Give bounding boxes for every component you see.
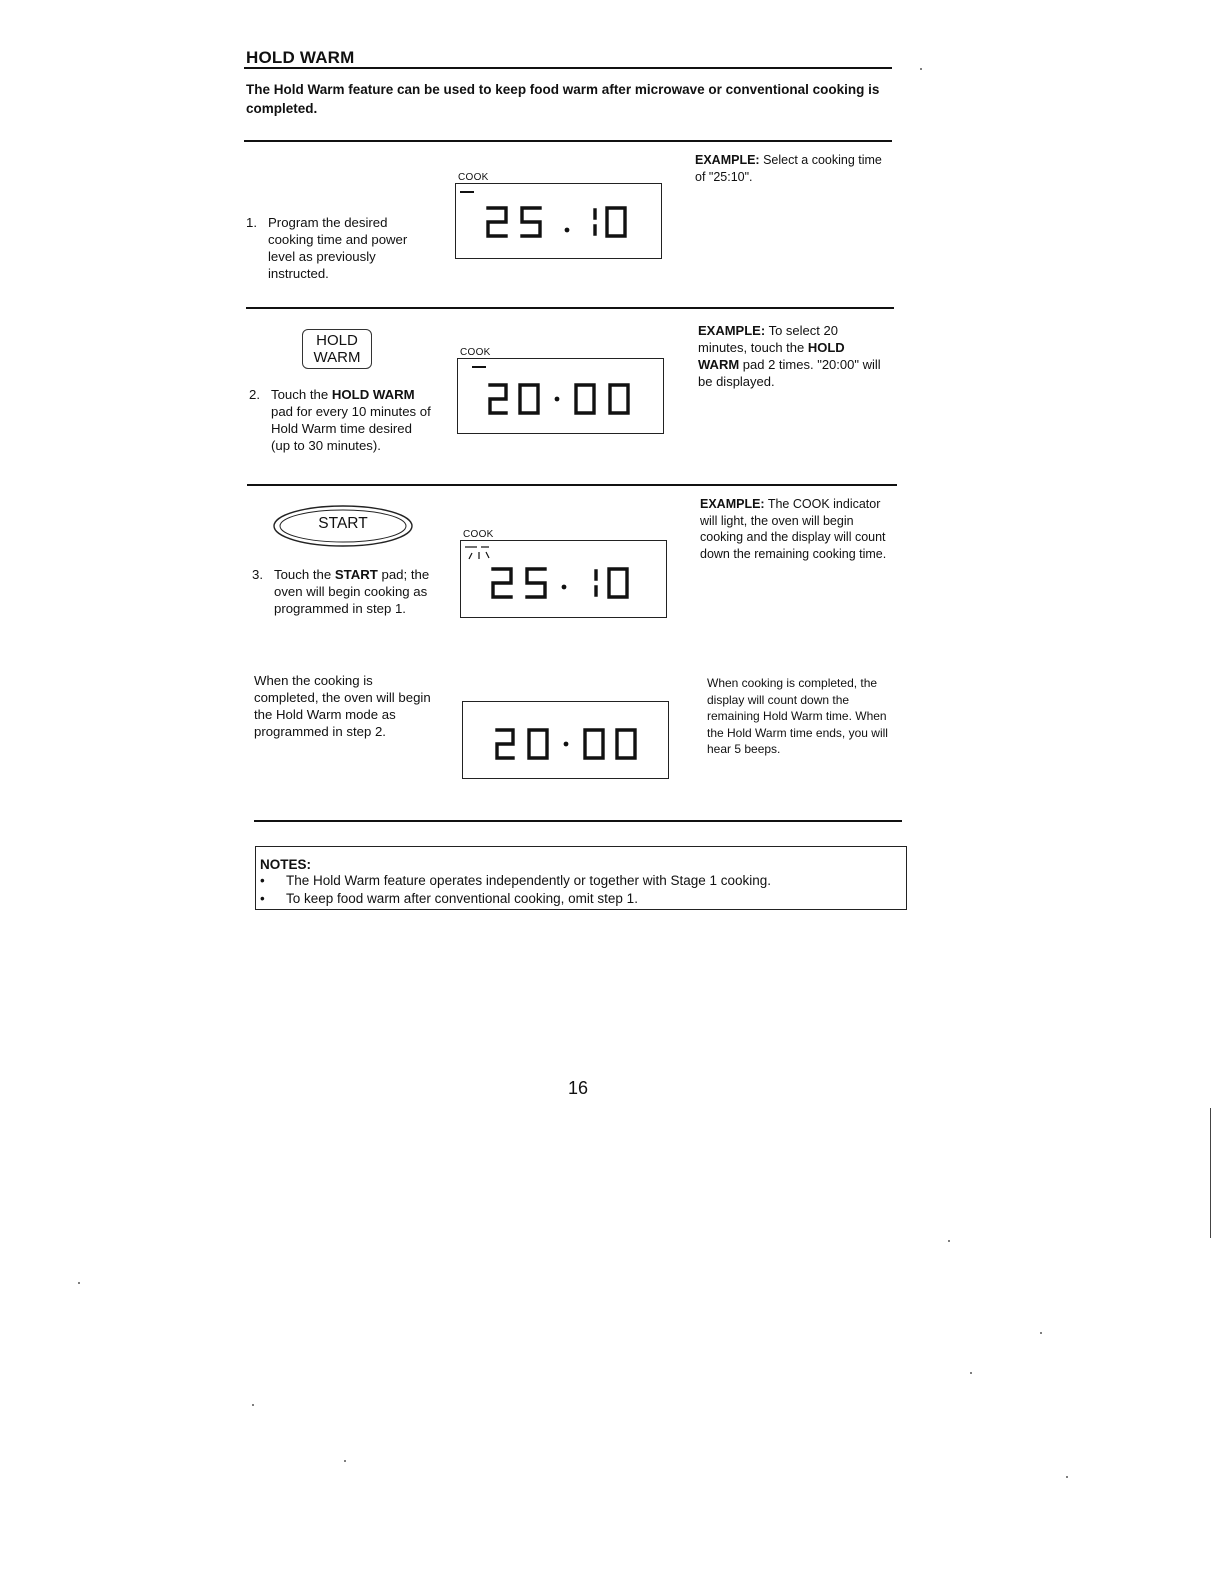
notes-item xyxy=(260,873,771,888)
example-text-bold: HOLD WARM xyxy=(698,340,845,372)
scan-speck xyxy=(970,1372,972,1374)
bullet: • xyxy=(260,873,265,888)
step-3-example xyxy=(700,496,900,562)
step-3-instruction xyxy=(252,566,434,617)
page-heading: HOLD WARM xyxy=(246,48,355,67)
scan-speck xyxy=(1040,1332,1042,1334)
lcd-digits xyxy=(458,359,663,433)
completion-instruction: When the cooking is completed, the oven will begin the Hold Warm mode as programmed in step 2. xyxy=(254,673,431,739)
notes-item-text: The Hold Warm feature operates independently or together with Stage 1 cooking. xyxy=(286,873,772,888)
scan-speck xyxy=(344,1460,346,1462)
notes-item xyxy=(260,891,638,906)
pad-label-line-1: HOLD xyxy=(316,332,358,349)
lcd-digits xyxy=(463,702,668,778)
notes-item-text: To keep food warm after conventional cooking, omit step 1. xyxy=(286,891,638,906)
bullet: • xyxy=(260,891,265,906)
step-number: 1. xyxy=(246,215,257,230)
cook-indicator-label: COOK xyxy=(458,172,489,183)
step-1-instruction xyxy=(246,214,428,282)
pad-label-line-2: WARM xyxy=(313,349,361,366)
example-label: EXAMPLE: xyxy=(700,497,765,511)
step-number: 3. xyxy=(252,567,263,582)
scan-edge-line xyxy=(1210,1108,1211,1238)
display-panel xyxy=(457,358,664,434)
divider xyxy=(254,820,902,822)
example-text: Select a cooking time of "25:10". xyxy=(695,153,882,184)
notes-box xyxy=(255,846,907,910)
step-text-post: pad; the oven will begin cooking as programmed in step 1. xyxy=(274,567,430,616)
start-pad-label: START xyxy=(318,515,368,532)
step-text-pre: Touch the xyxy=(271,387,332,402)
scan-speck xyxy=(948,1240,950,1242)
step-2-example xyxy=(698,322,888,390)
scan-speck xyxy=(1066,1476,1068,1478)
page-number: 16 xyxy=(568,1078,589,1098)
step-text: Program the desired cooking time and power level as previously instructed. xyxy=(268,215,408,281)
example-label: EXAMPLE: xyxy=(695,153,760,167)
step-text-bold: HOLD WARM xyxy=(331,387,415,402)
divider xyxy=(246,307,894,309)
lit-indicator-rays xyxy=(465,547,489,559)
scan-speck xyxy=(920,68,922,70)
step-text xyxy=(274,566,434,617)
hold-warm-pad xyxy=(302,329,372,369)
cook-indicator-label: COOK xyxy=(463,529,494,540)
notes-title: NOTES: xyxy=(260,857,312,872)
step-text xyxy=(271,386,433,454)
step-1-example xyxy=(695,152,895,185)
divider xyxy=(244,140,892,142)
step-text-pre: Touch the xyxy=(274,567,335,582)
display-panel xyxy=(462,701,669,779)
example-text: The COOK indicator will light, the oven will begin cooking and the display will count down the remaining cooking time. xyxy=(700,497,887,561)
heading-rule xyxy=(244,67,892,69)
step-text-bold: START xyxy=(334,567,378,582)
start-pad xyxy=(272,503,414,549)
lcd-digits xyxy=(456,184,661,258)
example-label: EXAMPLE: xyxy=(698,323,766,338)
cook-indicator-label: COOK xyxy=(460,347,491,358)
completion-example: When cooking is completed, the display will count down the remaining Hold Warm time. When the Hold Warm time ends, you will hear 5 beeps. xyxy=(707,676,888,756)
example-text-pre: To select 20 minutes, touch the xyxy=(698,323,838,355)
scan-speck xyxy=(252,1404,254,1406)
lcd-digits xyxy=(461,541,666,617)
example-text-post: pad 2 times. "20:00" will be displayed. xyxy=(698,357,881,389)
display-panel xyxy=(455,183,662,259)
divider xyxy=(247,484,897,486)
display-panel xyxy=(460,540,667,618)
step-text-post: pad for every 10 minutes of Hold Warm time desired (up to 30 minutes). xyxy=(271,404,431,453)
intro-text: The Hold Warm feature can be used to keep food warm after microwave or conventional cooking is completed. xyxy=(246,82,880,116)
scan-speck xyxy=(78,1282,80,1284)
step-number: 2. xyxy=(249,387,260,402)
step-2-instruction xyxy=(249,386,433,454)
